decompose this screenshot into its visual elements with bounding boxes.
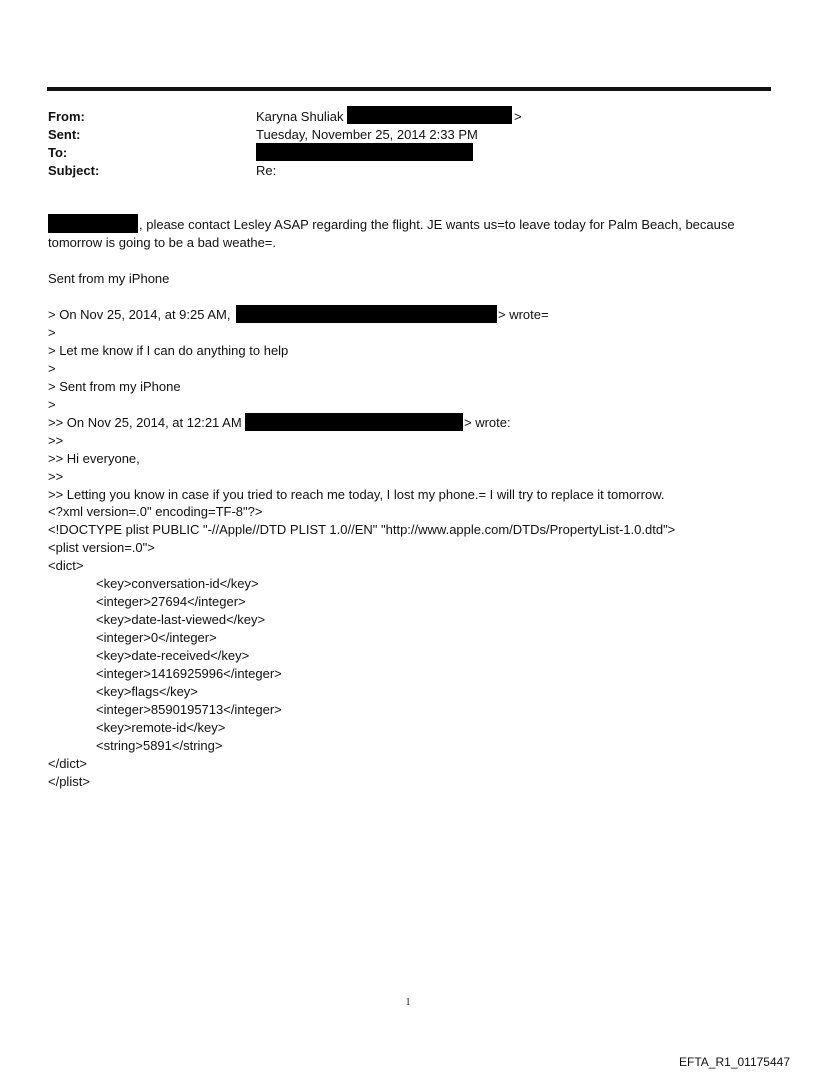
- subject-value: Re:: [256, 163, 277, 178]
- body-para1-line1: , please contact Lesley ASAP regarding the flight. JE wants us=to leave today for Palm Beach, because: [139, 217, 735, 232]
- quote-marker: >>: [48, 469, 64, 484]
- page-number: 1: [405, 997, 411, 1008]
- quote-sent-line: > Sent from my iPhone: [48, 379, 181, 394]
- xml-line: <key>remote-id</key>: [96, 720, 226, 735]
- xml-line: <key>conversation-id</key>: [96, 576, 259, 591]
- body-para1-line2: tomorrow is going to be a bad weathe=.: [48, 235, 277, 250]
- subject-label: Subject:: [48, 163, 100, 178]
- xml-line: <string>5891</string>: [96, 738, 223, 753]
- xml-plist-close: </plist>: [48, 774, 90, 789]
- quote-marker: >>: [48, 433, 64, 448]
- to-label: To:: [48, 145, 68, 160]
- from-value: Karyna Shuliak: [256, 109, 344, 124]
- xml-line: <key>date-received</key>: [96, 648, 250, 663]
- xml-doctype: <!DOCTYPE plist PUBLIC "-//Apple//DTD PLIST 1.0//EN" "http://www.apple.com/DTDs/PropertyList-1.0.dtd">: [48, 522, 676, 537]
- from-suffix: >: [514, 109, 522, 124]
- xml-plist-open: <plist version=.0">: [48, 540, 155, 555]
- redaction-to: [256, 143, 473, 161]
- sent-label: Sent:: [48, 127, 81, 142]
- quote-hi-line: >> Hi everyone,: [48, 451, 140, 466]
- quote1-suffix: > wrote=: [498, 307, 549, 322]
- xml-line: <key>flags</key>: [96, 684, 198, 699]
- quote-marker: >: [48, 397, 56, 412]
- xml-line: <key>date-last-viewed</key>: [96, 612, 266, 627]
- xml-line: <integer>1416925996</integer>: [96, 666, 282, 681]
- quote2-suffix: > wrote:: [464, 415, 511, 430]
- quote2-prefix: >> On Nov 25, 2014, at 12:21 AM: [48, 415, 242, 430]
- xml-dict-open: <dict>: [48, 558, 84, 573]
- redaction-quote1-sender: [236, 305, 497, 323]
- redaction-recipient-name: [48, 214, 138, 233]
- quote-marker: >: [48, 325, 56, 340]
- quote-marker: >: [48, 361, 56, 376]
- xml-dict-close: </dict>: [48, 756, 88, 771]
- xml-line: <integer>27694</integer>: [96, 594, 246, 609]
- redaction-quote2-sender: [245, 413, 463, 431]
- xml-line: <integer>0</integer>: [96, 630, 217, 645]
- from-label: From:: [48, 109, 85, 124]
- quote-letting-line: >> Letting you know in case if you tried to reach me today, I lost my phone.= I will try to replace it tomorrow.: [48, 487, 665, 502]
- header-rule: [47, 87, 771, 91]
- xml-line: <integer>8590195713</integer>: [96, 702, 282, 717]
- document-id: EFTA_R1_01175447: [679, 1055, 790, 1069]
- signature: Sent from my iPhone: [48, 271, 170, 286]
- xml-declaration: <?xml version=.0" encoding=TF-8"?>: [48, 504, 263, 519]
- quote1-prefix: > On Nov 25, 2014, at 9:25 AM,: [48, 307, 231, 322]
- redaction-from-email: [347, 106, 512, 124]
- quote-help-line: > Let me know if I can do anything to help: [48, 343, 289, 358]
- sent-value: Tuesday, November 25, 2014 2:33 PM: [256, 127, 478, 142]
